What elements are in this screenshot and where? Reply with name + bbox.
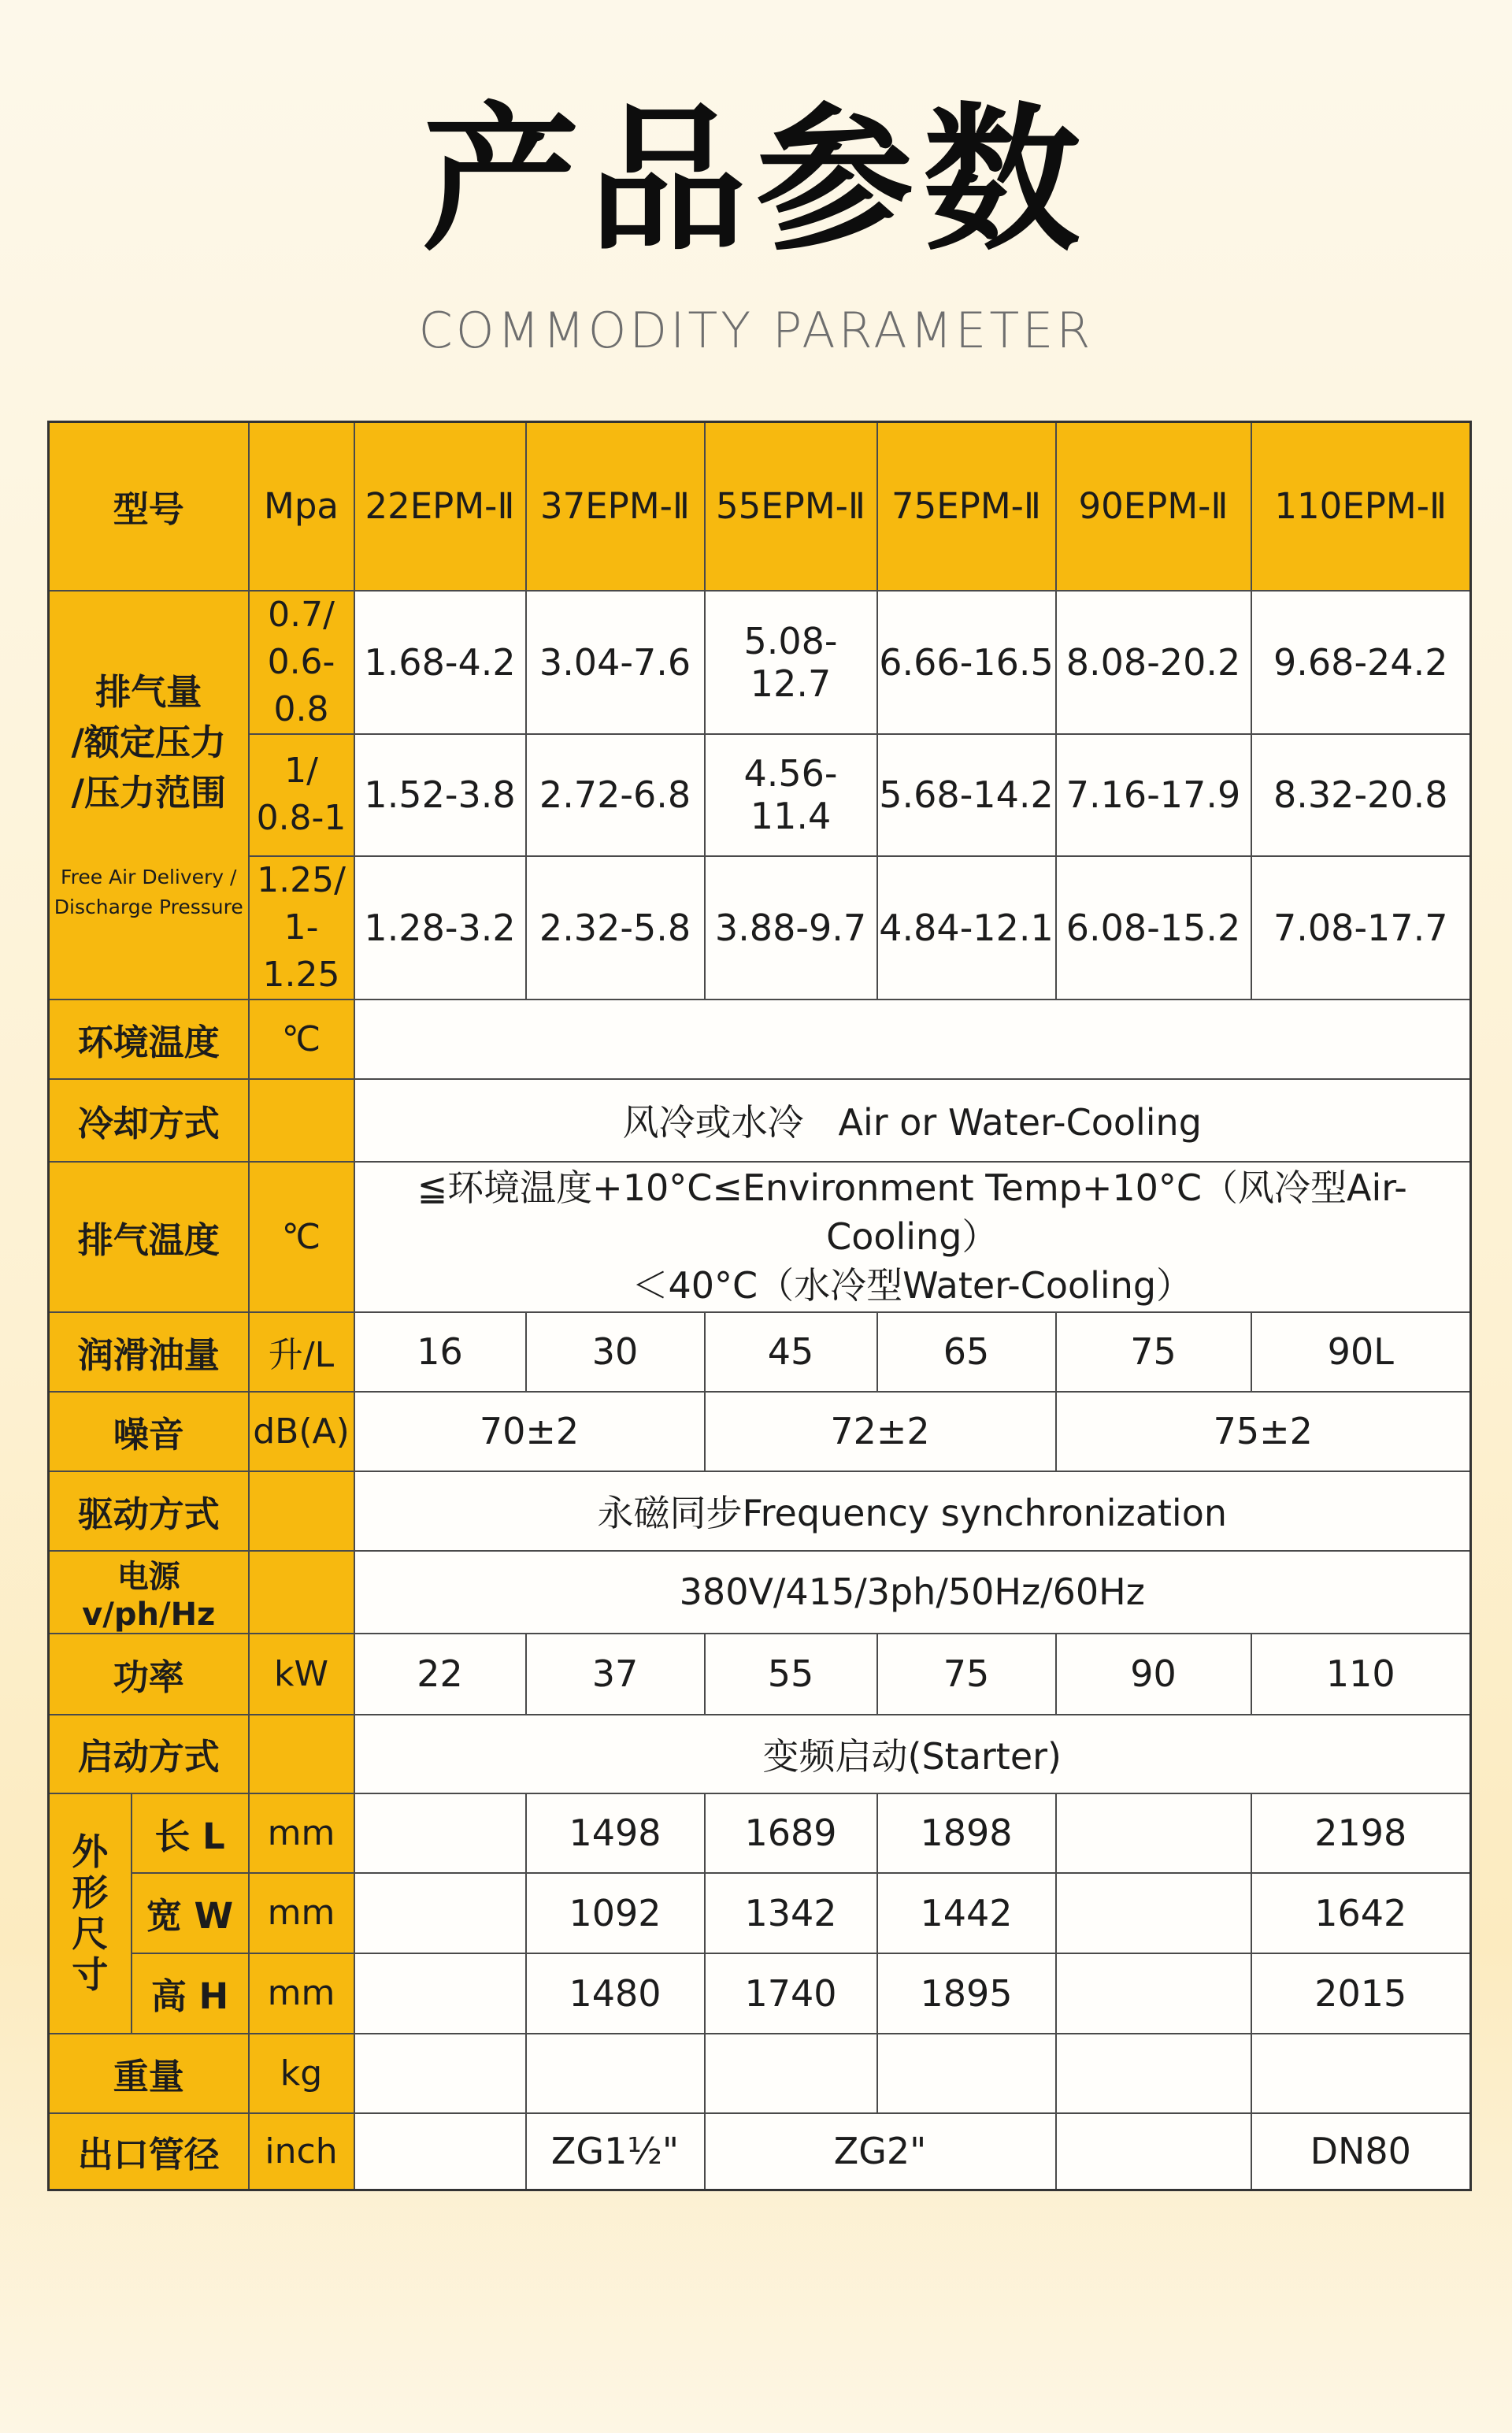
table-row — [49, 734, 1471, 856]
table-row — [49, 1162, 1471, 1312]
table-row — [49, 1079, 1471, 1162]
pressure-value: 1/ — [284, 751, 318, 791]
cooling-label: 冷却方式 — [49, 1079, 249, 1162]
length-unit: mm — [249, 1793, 354, 1873]
table-cell: 37 — [526, 1634, 705, 1715]
pressure-cell — [249, 734, 354, 856]
table-cell: 1.28-3.2 — [354, 856, 526, 1000]
exhaust-temp-line: ＜40°C（水冷型Water-Cooling） — [632, 1264, 1193, 1307]
outlet-label: 出口管径 — [49, 2113, 249, 2190]
drive-label: 驱动方式 — [49, 1471, 249, 1551]
exhaust-temp-line: ≦环境温度+10°C≤Environment Temp+10°C（风冷型Air-Cooling） — [417, 1166, 1407, 1258]
pressure-value: 1.25/ — [257, 859, 346, 900]
table-cell: 4.84-12.1 — [877, 856, 1056, 1000]
delivery-label-line: /压力范围 — [71, 772, 226, 814]
table-cell: 55 — [705, 1634, 877, 1715]
table-cell: 1895 — [877, 1953, 1056, 2034]
parameter-table — [47, 421, 1472, 2191]
table-cell — [705, 2034, 877, 2113]
table-cell: 4.56-11.4 — [705, 734, 877, 856]
table-cell — [354, 2034, 526, 2113]
delivery-label-en: Free Air Delivery / — [61, 866, 237, 888]
delivery-label-line: 排气量 — [95, 671, 202, 713]
dimensions-label — [49, 1793, 132, 2034]
table-row — [49, 856, 1471, 1000]
table-cell: 1480 — [526, 1953, 705, 2034]
outlet-unit: inch — [249, 2113, 354, 2190]
table-row — [49, 1392, 1471, 1471]
table-cell — [354, 1873, 526, 1953]
pressure-range: 1-1.25 — [262, 907, 340, 995]
pressure-value: 0.7/ — [268, 594, 335, 635]
table-cell: 75±2 — [1056, 1392, 1471, 1471]
ambient-temp-label: 环境温度 — [49, 1000, 249, 1079]
table-cell: 7.08-17.7 — [1251, 856, 1471, 1000]
table-cell — [354, 1793, 526, 1873]
width-unit: mm — [249, 1873, 354, 1953]
table-cell: 1.52-3.8 — [354, 734, 526, 856]
table-cell: DN80 — [1251, 2113, 1471, 2190]
table-cell: 16 — [354, 1312, 526, 1392]
table-cell: 1.68-4.2 — [354, 591, 526, 734]
delivery-label — [49, 591, 249, 1000]
page-title: 产品参数 — [421, 89, 1090, 273]
exhaust-temp-unit: ℃ — [249, 1162, 354, 1312]
table-cell: 1689 — [705, 1793, 877, 1873]
exhaust-temp-label: 排气温度 — [49, 1162, 249, 1312]
table-cell — [354, 1953, 526, 2034]
table-cell — [354, 2113, 526, 2190]
table-cell: 70±2 — [354, 1392, 705, 1471]
table-cell: 3.88-9.7 — [705, 856, 877, 1000]
table-cell: 65 — [877, 1312, 1056, 1392]
table-row — [49, 2034, 1471, 2113]
height-unit: mm — [249, 1953, 354, 2034]
model-header: 22EPM-Ⅱ — [354, 422, 526, 591]
oil-unit: 升/L — [249, 1312, 354, 1392]
table-cell: 2.72-6.8 — [526, 734, 705, 856]
table-cell: 5.68-14.2 — [877, 734, 1056, 856]
table-cell: 45 — [705, 1312, 877, 1392]
power-supply-unit — [249, 1551, 354, 1634]
power-supply-label: 电源 v/ph/Hz — [49, 1551, 249, 1634]
table-cell — [877, 2034, 1056, 2113]
power-supply-value: 380V/415/3ph/50Hz/60Hz — [354, 1551, 1471, 1634]
height-label: 高 H — [132, 1953, 249, 2034]
mpa-label: Mpa — [249, 422, 354, 591]
dimensions-label-char: 寸 — [72, 1953, 109, 1996]
table-row — [49, 1471, 1471, 1551]
table-row — [49, 1715, 1471, 1793]
table-cell: 1498 — [526, 1793, 705, 1873]
oil-label: 润滑油量 — [49, 1312, 249, 1392]
noise-label: 噪音 — [49, 1392, 249, 1471]
delivery-label-en: Discharge Pressure — [54, 896, 243, 918]
table-cell: 1442 — [877, 1873, 1056, 1953]
table-cell: 6.08-15.2 — [1056, 856, 1251, 1000]
drive-unit — [249, 1471, 354, 1551]
model-header: 75EPM-Ⅱ — [877, 422, 1056, 591]
power-unit: kW — [249, 1634, 354, 1715]
table-cell: 3.04-7.6 — [526, 591, 705, 734]
table-row — [49, 1793, 1471, 1873]
table-cell — [1056, 2113, 1251, 2190]
dimensions-label-char: 尺 — [72, 1912, 109, 1955]
table-row — [49, 1000, 1471, 1079]
start-unit — [249, 1715, 354, 1793]
page-subtitle: COMMODITY PARAMETER — [418, 302, 1094, 359]
cooling-value: 风冷或水冷 Air or Water-Cooling — [354, 1079, 1471, 1162]
table-cell: 8.32-20.8 — [1251, 734, 1471, 856]
model-header: 55EPM-Ⅱ — [705, 422, 877, 591]
table-cell — [1251, 2034, 1471, 2113]
start-value: 变频启动(Starter) — [354, 1715, 1471, 1793]
table-cell: 2015 — [1251, 1953, 1471, 2034]
table-cell: 9.68-24.2 — [1251, 591, 1471, 734]
ambient-temp-unit: ℃ — [249, 1000, 354, 1079]
table-cell — [1056, 2034, 1251, 2113]
model-header: 110EPM-Ⅱ — [1251, 422, 1471, 591]
width-label: 宽 W — [132, 1873, 249, 1953]
pressure-cell — [249, 856, 354, 1000]
start-label: 启动方式 — [49, 1715, 249, 1793]
table-cell: ZG1½" — [526, 2113, 705, 2190]
table-row — [49, 1873, 1471, 1953]
table-row — [49, 2113, 1471, 2190]
pressure-cell — [249, 591, 354, 734]
table-cell — [1056, 1873, 1251, 1953]
table-cell: 90 — [1056, 1634, 1251, 1715]
table-cell — [1056, 1953, 1251, 2034]
table-cell: 75 — [1056, 1312, 1251, 1392]
noise-unit: dB(A) — [249, 1392, 354, 1471]
length-label: 长 L — [132, 1793, 249, 1873]
table-cell — [1056, 1793, 1251, 1873]
table-cell: 8.08-20.2 — [1056, 591, 1251, 734]
table-cell: 2198 — [1251, 1793, 1471, 1873]
table-header-row — [49, 422, 1471, 591]
table-cell: 1092 — [526, 1873, 705, 1953]
cooling-unit — [249, 1079, 354, 1162]
table-cell: 1898 — [877, 1793, 1056, 1873]
drive-value: 永磁同步Frequency synchronization — [354, 1471, 1471, 1551]
power-label: 功率 — [49, 1634, 249, 1715]
dimensions-label-char: 外 — [72, 1830, 109, 1873]
table-row — [49, 1953, 1471, 2034]
table-cell: 1740 — [705, 1953, 877, 2034]
dimensions-label-char: 形 — [72, 1871, 109, 1914]
table-cell: ZG2" — [705, 2113, 1056, 2190]
exhaust-temp-value — [354, 1162, 1471, 1312]
model-label: 型号 — [49, 422, 249, 591]
ambient-temp-value — [354, 1000, 1471, 1079]
pressure-range: 0.6-0.8 — [267, 641, 335, 729]
table-cell: 75 — [877, 1634, 1056, 1715]
table-cell — [526, 2034, 705, 2113]
table-row — [49, 1551, 1471, 1634]
table-cell: 90L — [1251, 1312, 1471, 1392]
table-cell: 30 — [526, 1312, 705, 1392]
table-row — [49, 1634, 1471, 1715]
table-cell: 5.08-12.7 — [705, 591, 877, 734]
table-cell: 2.32-5.8 — [526, 856, 705, 1000]
table-cell: 1342 — [705, 1873, 877, 1953]
table-cell: 22 — [354, 1634, 526, 1715]
weight-unit: kg — [249, 2034, 354, 2113]
table-cell: 72±2 — [705, 1392, 1056, 1471]
table-cell: 110 — [1251, 1634, 1471, 1715]
table-row — [49, 1312, 1471, 1392]
model-header: 90EPM-Ⅱ — [1056, 422, 1251, 591]
delivery-label-line: /额定压力 — [71, 721, 226, 763]
pressure-range: 0.8-1 — [256, 798, 346, 838]
table-row — [49, 591, 1471, 734]
model-header: 37EPM-Ⅱ — [526, 422, 705, 591]
table-cell: 1642 — [1251, 1873, 1471, 1953]
table-cell: 7.16-17.9 — [1056, 734, 1251, 856]
weight-label: 重量 — [49, 2034, 249, 2113]
table-cell: 6.66-16.5 — [877, 591, 1056, 734]
